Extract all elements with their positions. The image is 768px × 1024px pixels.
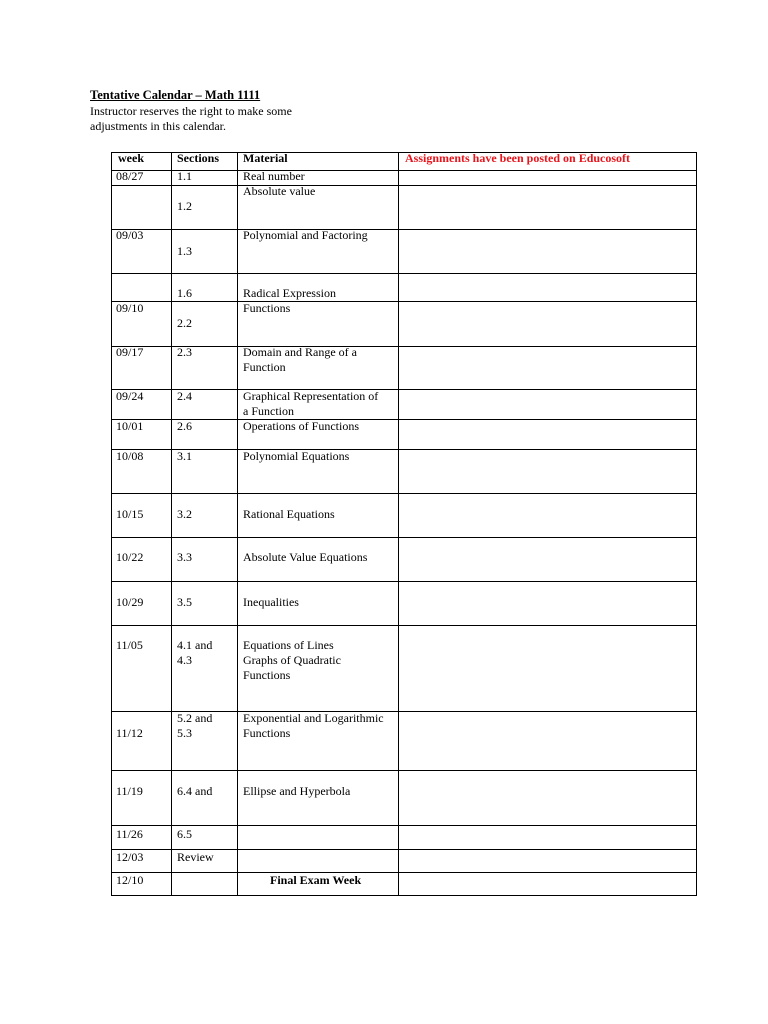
row-week: 11/19 bbox=[116, 784, 143, 798]
instructor-note: Instructor reserves the right to make some adjustments in this calendar. bbox=[90, 104, 292, 133]
row-material: Operations of Functions bbox=[243, 419, 359, 433]
row-material: Absolute Value Equations bbox=[243, 550, 368, 564]
row-material: Polynomial and Factoring bbox=[243, 228, 368, 242]
row-sections: 3.1 bbox=[177, 449, 192, 463]
row-material: Absolute value bbox=[243, 184, 316, 198]
row-sections: 3.5 bbox=[177, 595, 192, 609]
row-week: 10/29 bbox=[116, 595, 144, 609]
row-sections: 1.2 bbox=[177, 199, 192, 213]
final-exam-label: Final Exam Week bbox=[270, 873, 362, 887]
row-sections: Review bbox=[177, 850, 214, 864]
row-material: Domain and Range of a Function bbox=[243, 345, 357, 374]
header-assignments: Assignments have been posted on Educosoft bbox=[405, 151, 631, 165]
row-material: Inequalities bbox=[243, 595, 299, 609]
row-material: Exponential and Logarithmic Functions bbox=[243, 711, 384, 740]
row-material: Rational Equations bbox=[243, 507, 335, 521]
row-material: Real number bbox=[243, 169, 305, 183]
row-sections: 4.1 and 4.3 bbox=[177, 638, 213, 667]
header-week: week bbox=[118, 151, 144, 165]
header-material: Material bbox=[243, 151, 288, 165]
row-sections: 3.2 bbox=[177, 507, 192, 521]
row-week: 12/03 bbox=[116, 850, 144, 864]
row-material: Ellipse and Hyperbola bbox=[243, 784, 351, 798]
row-sections: 2.3 bbox=[177, 345, 192, 359]
row-week: 09/24 bbox=[116, 389, 144, 403]
row-sections: 2.4 bbox=[177, 389, 192, 403]
row-sections: 1.3 bbox=[177, 244, 192, 258]
row-week: 10/01 bbox=[116, 419, 144, 433]
row-week: 08/27 bbox=[116, 169, 144, 183]
header-sections: Sections bbox=[177, 151, 219, 165]
row-week: 12/10 bbox=[116, 873, 144, 887]
row-sections: 5.2 and 5.3 bbox=[177, 711, 213, 740]
row-week: 09/10 bbox=[116, 301, 144, 315]
row-week: 11/26 bbox=[116, 827, 143, 841]
row-sections: 6.5 bbox=[177, 827, 192, 841]
row-material: Polynomial Equations bbox=[243, 449, 350, 463]
row-week: 10/08 bbox=[116, 449, 144, 463]
row-week: 11/05 bbox=[116, 638, 143, 652]
row-sections: 1.1 bbox=[177, 169, 192, 183]
row-sections: 2.2 bbox=[177, 316, 192, 330]
row-week: 10/22 bbox=[116, 550, 144, 564]
row-sections: 6.4 and bbox=[177, 784, 213, 798]
row-material: Graphical Representation of a Function bbox=[243, 389, 379, 418]
row-sections: 1.6 bbox=[177, 286, 192, 300]
row-sections: 2.6 bbox=[177, 419, 192, 433]
row-week: 11/12 bbox=[116, 726, 143, 740]
row-week: 09/03 bbox=[116, 228, 144, 242]
row-material: Equations of Lines Graphs of Quadratic Functions bbox=[243, 638, 341, 682]
row-week: 10/15 bbox=[116, 507, 144, 521]
row-week: 09/17 bbox=[116, 345, 144, 359]
page-title: Tentative Calendar – Math 1111 bbox=[90, 88, 261, 102]
row-sections: 3.3 bbox=[177, 550, 192, 564]
row-material: Functions bbox=[243, 301, 291, 315]
row-material: Radical Expression bbox=[243, 286, 336, 300]
